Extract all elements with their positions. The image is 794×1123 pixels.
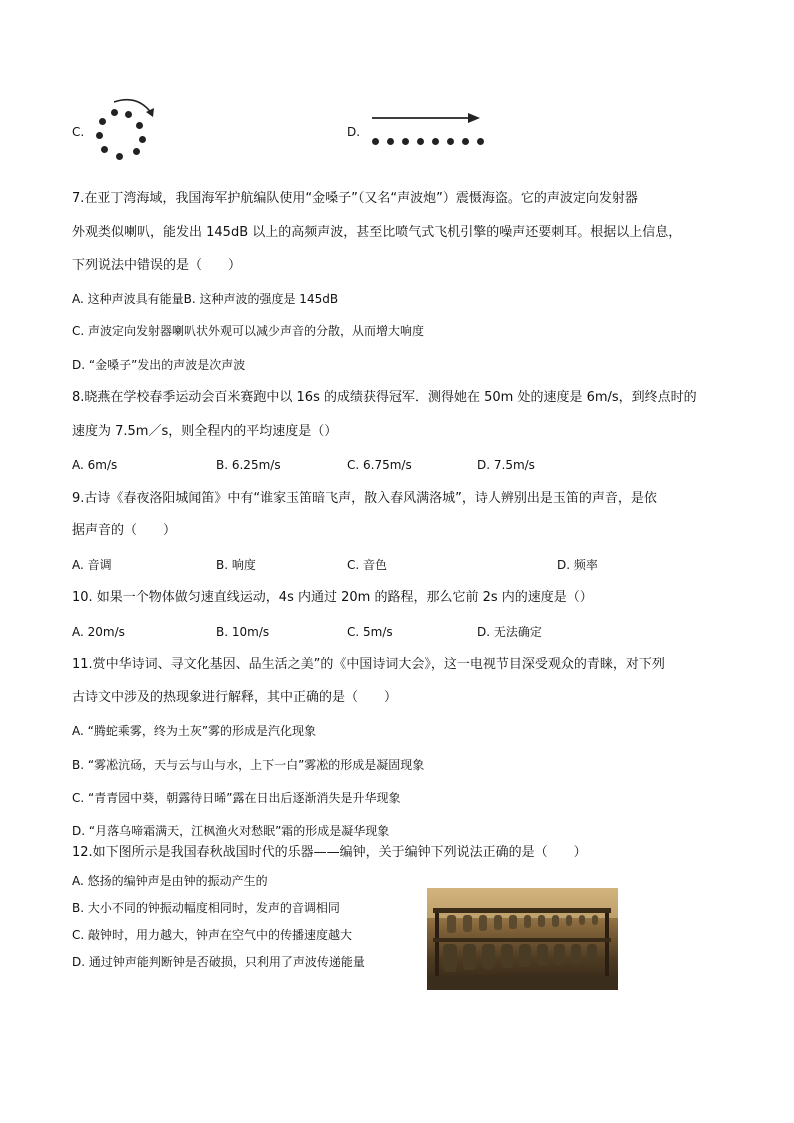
bianzhong-photo — [427, 888, 618, 990]
question-7-line: 外观类似喇叭，能发出 145dB 以上的高频声波，甚至比喷气式飞机引擎的噪声还要刺耳。根据以上信息， — [72, 225, 682, 240]
question-8-line: 速度为 7.5m／s，则全程内的平均速度是（） — [72, 424, 338, 439]
circle-dot — [101, 146, 108, 153]
question-8-option-b: B. 6.25m/s — [216, 458, 281, 472]
question-12-option: D. 通过钟声能判断钟是否破损，只利用了声波传递能量 — [72, 955, 365, 969]
question-8-line: 8.晓燕在学校春季运动会百米赛跑中以 16s 的成绩获得冠军．测得她在 50m 处的速度是 6m/s，到终点时的 — [72, 390, 697, 405]
question-12-option: C. 敲钟时，用力越大，钟声在空气中的传播速度越大 — [72, 928, 353, 942]
question-11-option: B. “雾凇沆砀，天与云与山与水，上下一白”雾凇的形成是凝固现象 — [72, 758, 425, 772]
circle-dot — [116, 153, 123, 160]
row-dot — [402, 138, 409, 145]
question-7-option: C. 声波定向发射器喇叭状外观可以减少声音的分散，从而增大响度 — [72, 324, 425, 338]
question-9-option-a: A. 音调 — [72, 558, 112, 572]
question-10-line: 10. 如果一个物体做匀速直线运动，4s 内通过 20m 的路程，那么它前 2s 内的速度是（） — [72, 590, 593, 605]
question-7-option: D. “金嗓子”发出的声波是次声波 — [72, 358, 246, 372]
row-dot — [462, 138, 469, 145]
question-9-option-b: B. 响度 — [216, 558, 256, 572]
circle-dot — [133, 148, 140, 155]
figure-c-label: C. — [72, 125, 85, 139]
curved-arrow-icon — [110, 96, 160, 126]
question-10-option-c: C. 5m/s — [347, 625, 393, 639]
question-7-line: 7.在亚丁湾海域，我国海军护航编队使用“金嗓子”（又名“声波炮”）震慑海盗。它的声波定向发射器 — [72, 191, 638, 206]
question-11-option: A. “腾蛇乘雾，终为土灰”雾的形成是汽化现象 — [72, 724, 317, 738]
question-12-option: A. 悠扬的编钟声是由钟的振动产生的 — [72, 874, 268, 888]
row-dot — [417, 138, 424, 145]
question-9-option-d: D. 频率 — [557, 558, 598, 572]
question-9-option-c: C. 音色 — [347, 558, 388, 572]
bianzhong-illustration — [427, 888, 618, 990]
question-7-option: A. 这种声波具有能量B. 这种声波的强度是 145dB — [72, 292, 339, 306]
question-11-line: 古诗文中涉及的热现象进行解释，其中正确的是（ ） — [72, 690, 398, 705]
row-dot — [477, 138, 484, 145]
question-9-line: 据声音的（ ） — [72, 523, 177, 538]
question-12-option: B. 大小不同的钟振动幅度相同时，发声的音调相同 — [72, 901, 340, 915]
question-10-option-a: A. 20m/s — [72, 625, 125, 639]
question-8-option-a: A. 6m/s — [72, 458, 118, 472]
row-dot — [432, 138, 439, 145]
row-dot — [372, 138, 379, 145]
circle-dot — [96, 132, 103, 139]
question-10-option-b: B. 10m/s — [216, 625, 270, 639]
circle-dot — [139, 136, 146, 143]
question-8-option-c: C. 6.75m/s — [347, 458, 412, 472]
question-12-line: 12.如下图所示是我国春秋战国时代的乐器——编钟，关于编钟下列说法正确的是（ ） — [72, 845, 587, 860]
straight-arrow-icon — [370, 111, 482, 125]
circle-dot — [99, 118, 106, 125]
question-9-line: 9.古诗《春夜洛阳城闻笛》中有“谁家玉笛暗飞声，散入春风满洛城”，诗人辨别出是玉笛的声音，是依 — [72, 491, 657, 506]
question-11-line: 11.赏中华诗词、寻文化基因、品生活之美”的《中国诗词大会》，这一电视节目深受观众的青睐，对下列 — [72, 657, 665, 672]
question-11-option: C. “青青园中葵，朝露待日晞”露在日出后逐渐消失是升华现象 — [72, 791, 401, 805]
question-10-option-d: D. 无法确定 — [477, 625, 542, 639]
question-7-line: 下列说法中错误的是（ ） — [72, 258, 242, 273]
row-dot — [447, 138, 454, 145]
question-8-option-d: D. 7.5m/s — [477, 458, 535, 472]
figure-d-label: D. — [347, 125, 361, 139]
question-11-option: D. “月落乌啼霜满天，江枫渔火对愁眠”霜的形成是凝华现象 — [72, 824, 390, 838]
row-dot — [387, 138, 394, 145]
